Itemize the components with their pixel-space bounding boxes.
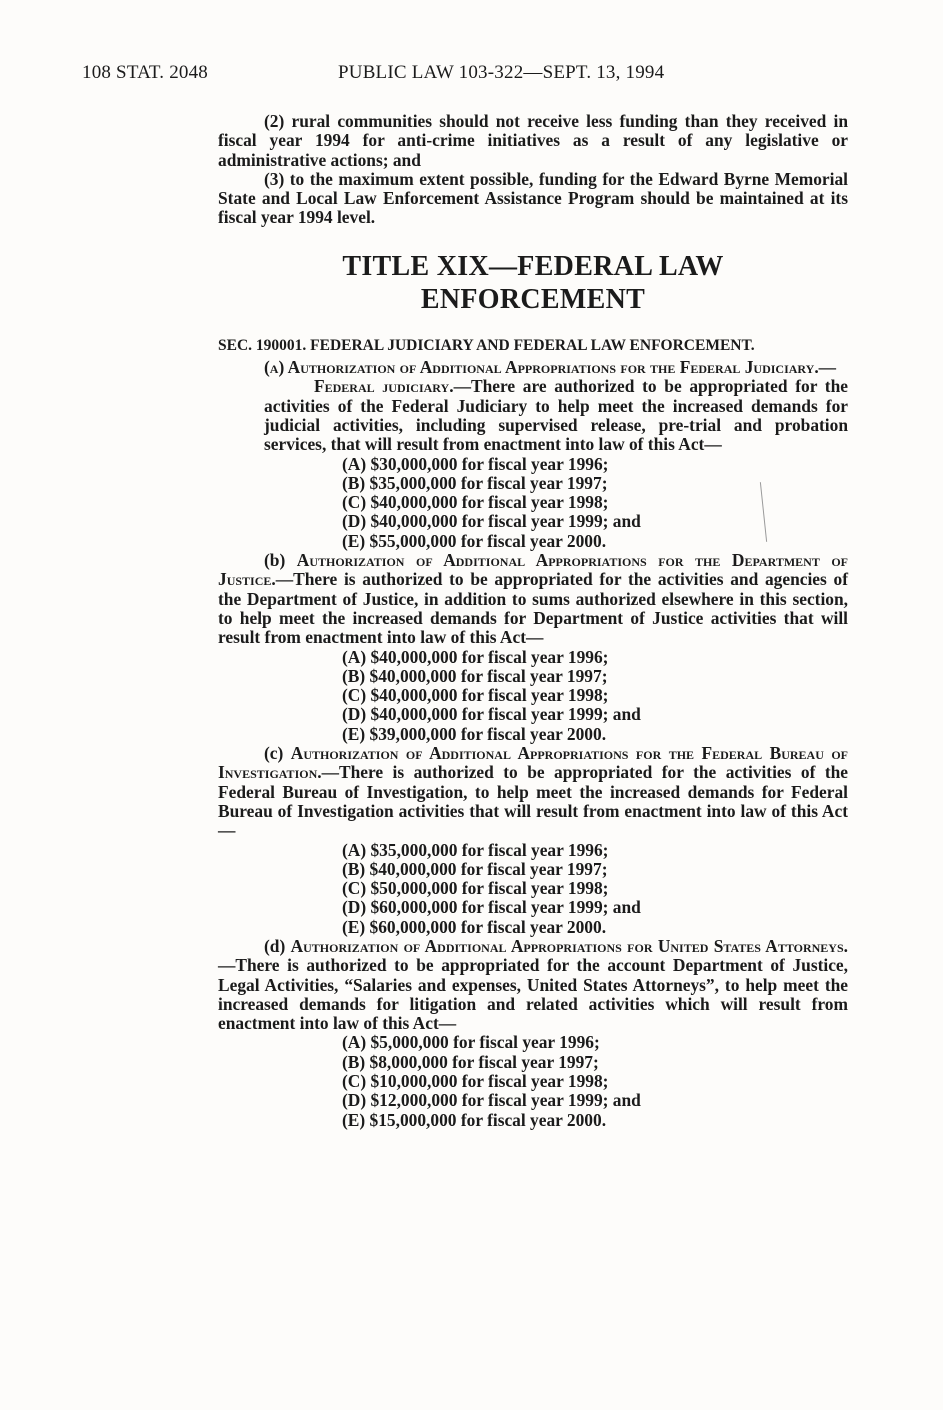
title-line-1: TITLE XIX—FEDERAL LAW bbox=[342, 250, 724, 282]
list-item: (B) $40,000,000 for fiscal year 1997; bbox=[342, 665, 608, 686]
subsection-d-list bbox=[218, 1033, 848, 1129]
subsection-c-label: (c) bbox=[264, 743, 291, 764]
list-item: (E) $60,000,000 for fiscal year 2000. bbox=[342, 916, 607, 937]
paragraph-2: (2) rural communities should not receive less funding than they received in fiscal year 1994 for anti-crime initiatives as a result of any legislative or administrative actions; and bbox=[218, 111, 848, 170]
paragraph-3: (3) to the maximum extent possible, funding for the Edward Byrne Memorial State and Local Law Enforcement Assistance Program should be maintained at its fiscal year 1994 level. bbox=[218, 168, 848, 228]
subsection-c bbox=[218, 744, 848, 840]
title-heading bbox=[218, 250, 848, 316]
subsection-d bbox=[218, 937, 848, 1033]
list-item: (A) $35,000,000 for fiscal year 1996; bbox=[342, 839, 609, 860]
list-item: (A) $5,000,000 for fiscal year 1996; bbox=[342, 1032, 600, 1053]
list-item: (D) $12,000,000 for fiscal year 1999; and bbox=[342, 1090, 641, 1111]
list-item: (E) $15,000,000 for fiscal year 2000. bbox=[342, 1109, 607, 1130]
list-item: (E) $39,000,000 for fiscal year 2000. bbox=[342, 723, 607, 744]
list-item: (C) $40,000,000 for fiscal year 1998; bbox=[342, 492, 609, 513]
list-item: (D) $40,000,000 for fiscal year 1999; and bbox=[342, 704, 641, 725]
list-item: (C) $50,000,000 for fiscal year 1998; bbox=[342, 878, 609, 899]
subsection-c-text: —There is authorized to be appropriated for the activities of the Federal Bureau of Investigation, to help meet the increased demands for Federal Bureau of Investigation activities that will result from enactment into law of this Act— bbox=[218, 762, 848, 841]
title-line-2: ENFORCEMENT bbox=[420, 283, 646, 315]
subsection-c-list bbox=[218, 841, 848, 937]
list-item: (D) $40,000,000 for fiscal year 1999; and bbox=[342, 511, 641, 532]
document-body bbox=[218, 112, 848, 1130]
list-item: (E) $55,000,000 for fiscal year 2000. bbox=[342, 530, 607, 551]
subsection-b-label: (b) bbox=[264, 550, 297, 571]
list-item: (C) $10,000,000 for fiscal year 1998; bbox=[342, 1071, 609, 1092]
list-item: (A) $30,000,000 for fiscal year 1996; bbox=[342, 453, 609, 474]
subsection-b-list bbox=[218, 648, 848, 744]
subsection-d-text: —There is authorized to be appropriated for the account Department of Justice, Legal Activities, “Salaries and expenses, United States Attorneys”, to help meet the increased demands for litigation and related activities which will result from enactment into law of this Act— bbox=[218, 955, 848, 1034]
subsection-a-list bbox=[218, 455, 848, 551]
list-item: (B) $35,000,000 for fiscal year 1997; bbox=[342, 472, 608, 493]
list-item: (C) $40,000,000 for fiscal year 1998; bbox=[342, 685, 609, 706]
subsection-d-heading: Authorization of Additional Appropriations for United States Attorneys. bbox=[290, 935, 848, 956]
subsection-d-label: (d) bbox=[264, 935, 291, 956]
stat-page-number: 108 STAT. 2048 bbox=[82, 62, 209, 83]
public-law-citation: PUBLIC LAW 103-322—SEPT. 13, 1994 bbox=[338, 62, 665, 83]
list-item: (B) $40,000,000 for fiscal year 1997; bbox=[342, 858, 608, 879]
subsection-b-text: —There is authorized to be appropriated for the activities and agencies of the Department of Justice, in addition to sums authorized elsewhere in this section, to help meet the increased demands for Department of Justice activities that will result from enactment into law of this Act— bbox=[218, 569, 848, 648]
subsection-a-body bbox=[218, 377, 848, 454]
subsection-b bbox=[218, 551, 848, 647]
subsection-a-label: Federal judiciary. bbox=[314, 376, 454, 397]
section-heading: SEC. 190001. FEDERAL JUDICIARY AND FEDERAL LAW ENFORCEMENT. bbox=[218, 336, 755, 354]
subsection-c-heading: Authorization of Additional Appropriations for the Federal Bureau of Investigation. bbox=[218, 743, 848, 783]
list-item: (A) $40,000,000 for fiscal year 1996; bbox=[342, 646, 609, 667]
subsection-a-text: —There are authorized to be appropriated for the activities of the Federal Judiciary to help meet the increased demands for judicial activities, including supervised release, pre-trial and probation services, that will result from enactment into law of this Act— bbox=[264, 376, 848, 455]
subsection-b-heading: Authorization of Additional Appropriations for the Department of Justice. bbox=[218, 550, 848, 590]
list-item: (D) $60,000,000 for fiscal year 1999; and bbox=[342, 897, 641, 918]
list-item: (B) $8,000,000 for fiscal year 1997; bbox=[342, 1051, 599, 1072]
subsection-a-heading: (a) Authorization of Additional Appropriations for the Federal Judiciary.— bbox=[264, 357, 837, 378]
